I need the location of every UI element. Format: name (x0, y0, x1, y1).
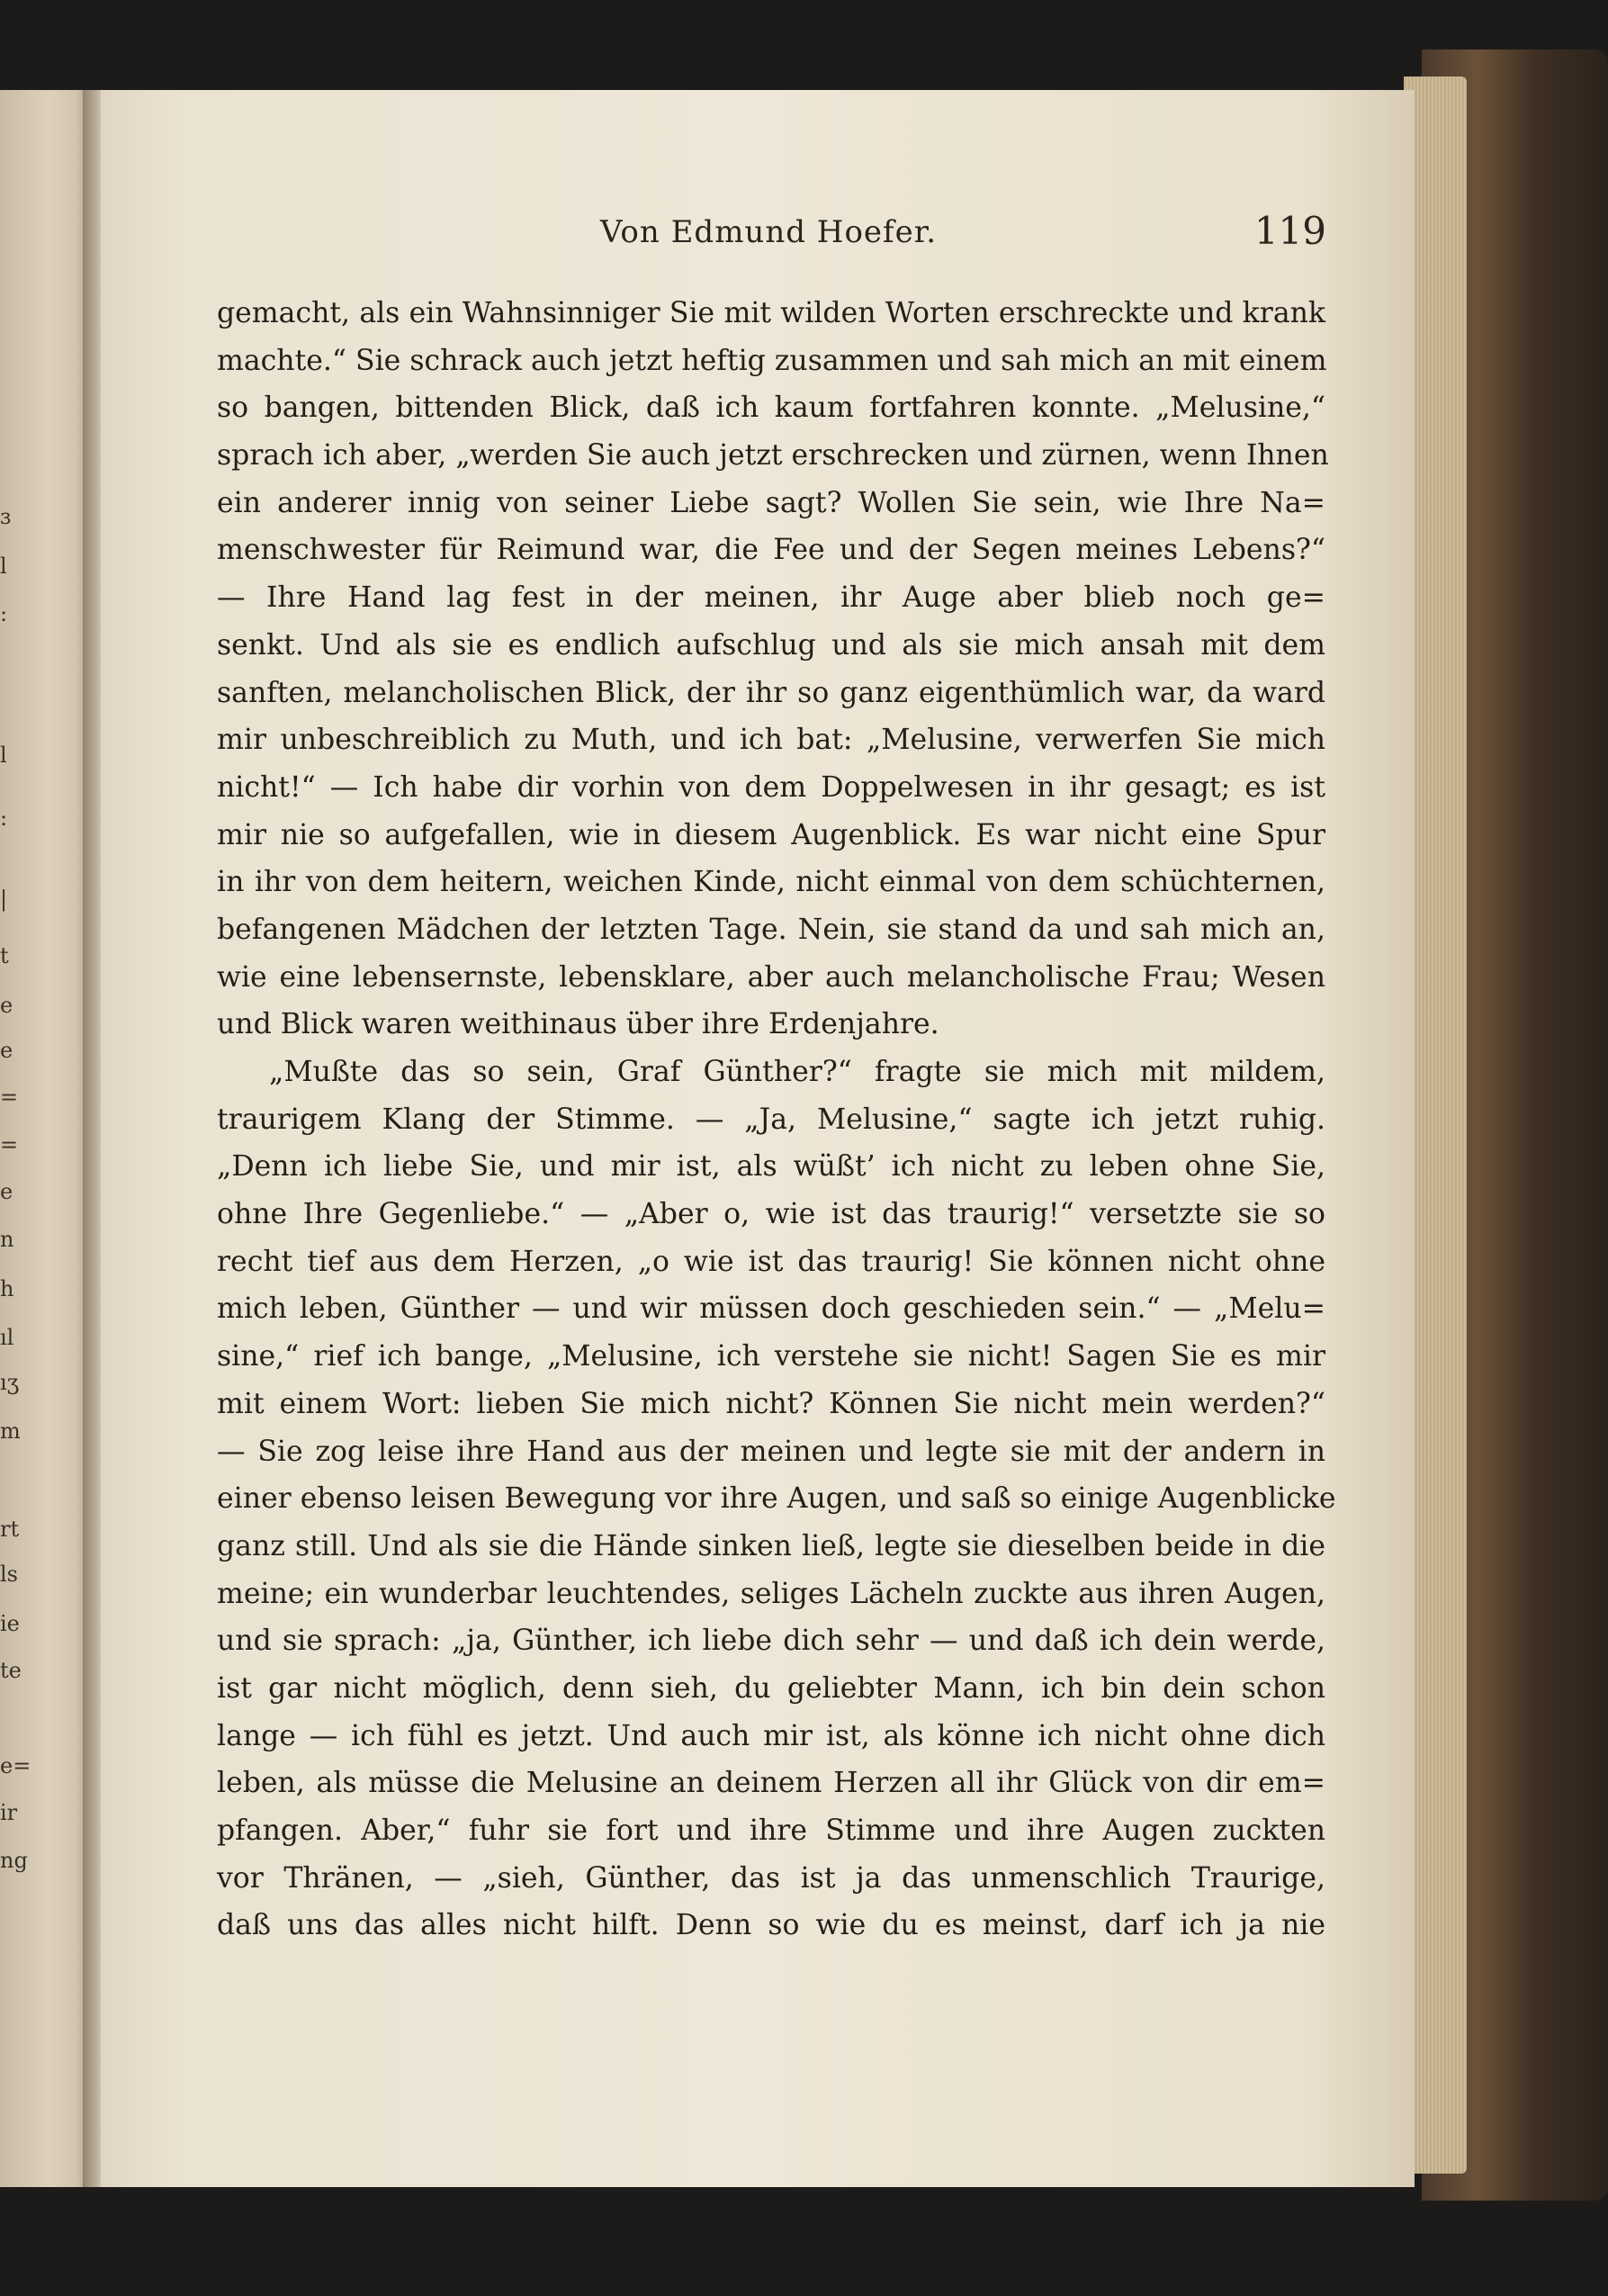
text-line: gemacht, als ein Wahnsinniger Sie mit wilden Worten erschreckte und krank (217, 297, 1325, 329)
text-line: pfangen. Aber,“ fuhr sie fort und ihre Stimme und ihre Augen zuckten (217, 1814, 1325, 1847)
text-line: und sie sprach: „ja, Günther, ich liebe dich sehr — und daß ich dein werde, (217, 1625, 1325, 1658)
text-line: mir unbeschreiblich zu Muth, und ich bat: „Melusine, verwerfen Sie mich (217, 724, 1325, 757)
previous-page-fragment: ɜ (0, 504, 12, 529)
text-line: — Sie zog leise ihre Hand aus der meinen und legte sie mit der andern in (217, 1435, 1325, 1468)
previous-page-fragment: n (0, 1227, 14, 1252)
previous-page-fragment: ng (0, 1848, 28, 1873)
book-page (101, 90, 1415, 2187)
text-line: sanften, melancholischen Blick, der ihr so ganz eigenthümlich war, da ward (217, 676, 1325, 709)
page-number: 119 (1253, 209, 1326, 253)
text-line: sprach ich aber, „werden Sie auch jetzt erschrecken und zürnen, wenn Ihnen (217, 439, 1329, 473)
previous-page-fragment: = (0, 1085, 19, 1110)
text-line: so bangen, bittenden Blick, daß ich kaum fortfahren konnte. „Melusine,“ (217, 392, 1325, 425)
previous-page-fragment: e (0, 993, 13, 1018)
text-line: mir nie so aufgefallen, wie in diesem Augenblick. Es war nicht eine Spur (217, 818, 1325, 851)
previous-page-fragment: e (0, 1179, 13, 1204)
text-line: daß uns das alles nicht hilft. Denn so wie du es meinst, darf ich ja nie (217, 1909, 1325, 1942)
text-line: mich leben, Günther — und wir müssen doch geschieden sein.“ — „Melu= (217, 1292, 1325, 1326)
previous-page-fragment: ie (0, 1611, 20, 1636)
text-line: ein anderer innig von seiner Liebe sagt? Wollen Sie sein, wie Ihre Na= (217, 486, 1325, 519)
previous-page-fragment: | (0, 887, 8, 912)
text-line: ganz still. Und als sie die Hände sinken ließ, legte sie dieselben beide in die (217, 1529, 1325, 1562)
text-line: einer ebenso leisen Bewegung vor ihre Augen, und saß so einige Augenblicke (217, 1482, 1336, 1516)
previous-page-fragment: ıʒ (0, 1370, 20, 1395)
text-line: wie eine lebensernste, lebensklare, aber auch melancholische Frau; Wesen (217, 960, 1325, 994)
text-line: vor Thränen, — „sieh, Günther, das ist ja das unmenschlich Traurige, (217, 1861, 1325, 1895)
previous-page-fragment: : (0, 806, 8, 831)
text-line: und Blick waren weithinaus über ihre Erdenjahre. (217, 1008, 939, 1041)
previous-page-fragment: t (0, 943, 9, 968)
previous-page-fragment: = (0, 1132, 19, 1157)
previous-page-fragment: ls (0, 1562, 18, 1587)
previous-page-fragment: h (0, 1276, 14, 1301)
previous-page-fragment: rt (0, 1517, 20, 1542)
previous-page-fragment: e= (0, 1753, 31, 1778)
body-text (217, 290, 1336, 1949)
text-line: traurigem Klang der Stimme. — „Ja, Melusine,“ sagte ich jetzt ruhig. (217, 1103, 1325, 1136)
previous-page-fragment: l (0, 554, 7, 579)
text-line: machte.“ Sie schrack auch jetzt heftig zusammen und sah mich an mit einem (217, 344, 1327, 377)
text-line: — Ihre Hand lag fest in der meinen, ihr Auge aber blieb noch ge= (217, 581, 1325, 615)
text-line: mit einem Wort: lieben Sie mich nicht? Können Sie nicht mein werden?“ (217, 1387, 1325, 1420)
previous-page-fragment: te (0, 1658, 22, 1683)
previous-page-fragment: l (0, 743, 7, 768)
previous-page-fragment: m (0, 1418, 21, 1444)
previous-page-fragment: e (0, 1038, 13, 1063)
text-line: ohne Ihre Gegenliebe.“ — „Aber o, wie ist das traurig!“ versetzte sie so (217, 1198, 1325, 1231)
text-line: recht tief aus dem Herzen, „o wie ist das traurig! Sie können nicht ohne (217, 1245, 1325, 1278)
previous-page-fragment: ir (0, 1800, 18, 1825)
text-line: in ihr von dem heitern, weichen Kinde, nicht einmal von dem schüchternen, (217, 866, 1325, 899)
text-line: lange — ich fühl es jetzt. Und auch mir ist, als könne ich nicht ohne dich (217, 1719, 1325, 1752)
text-line: befangenen Mädchen der letzten Tage. Nein, sie stand da und sah mich an, (217, 913, 1325, 946)
text-line: senkt. Und als sie es endlich aufschlug und als sie mich ansah mit dem (217, 628, 1325, 662)
text-line: „Mußte das so sein, Graf Günther?“ fragte sie mich mit mildem, (269, 1056, 1325, 1088)
previous-page-fragment: : (0, 601, 8, 626)
page-header (101, 209, 1415, 268)
previous-page-fragment: ıl (0, 1325, 14, 1350)
text-line: ist gar nicht möglich, denn sieh, du geliebter Mann, ich bin dein schon (217, 1671, 1325, 1705)
text-line: nicht!“ — Ich habe dir vorhin von dem Doppelwesen in ihr gesagt; es ist (217, 770, 1325, 804)
text-line: menschwester für Reimund war, die Fee und der Segen meines Lebens?“ (217, 534, 1325, 567)
text-line: „Denn ich liebe Sie, und mir ist, als wüßt’ ich nicht zu leben ohne Sie, (217, 1150, 1325, 1184)
text-line: sine,“ rief ich bange, „Melusine, ich verstehe sie nicht! Sagen Sie es mir (217, 1340, 1325, 1373)
running-head: Von Edmund Hoefer. (600, 214, 938, 250)
text-line: meine; ein wunderbar leuchtendes, seliges Lächeln zuckte aus ihren Augen, (217, 1577, 1325, 1610)
text-line: leben, als müsse die Melusine an deinem Herzen all ihr Glück von dir em= (217, 1767, 1325, 1800)
